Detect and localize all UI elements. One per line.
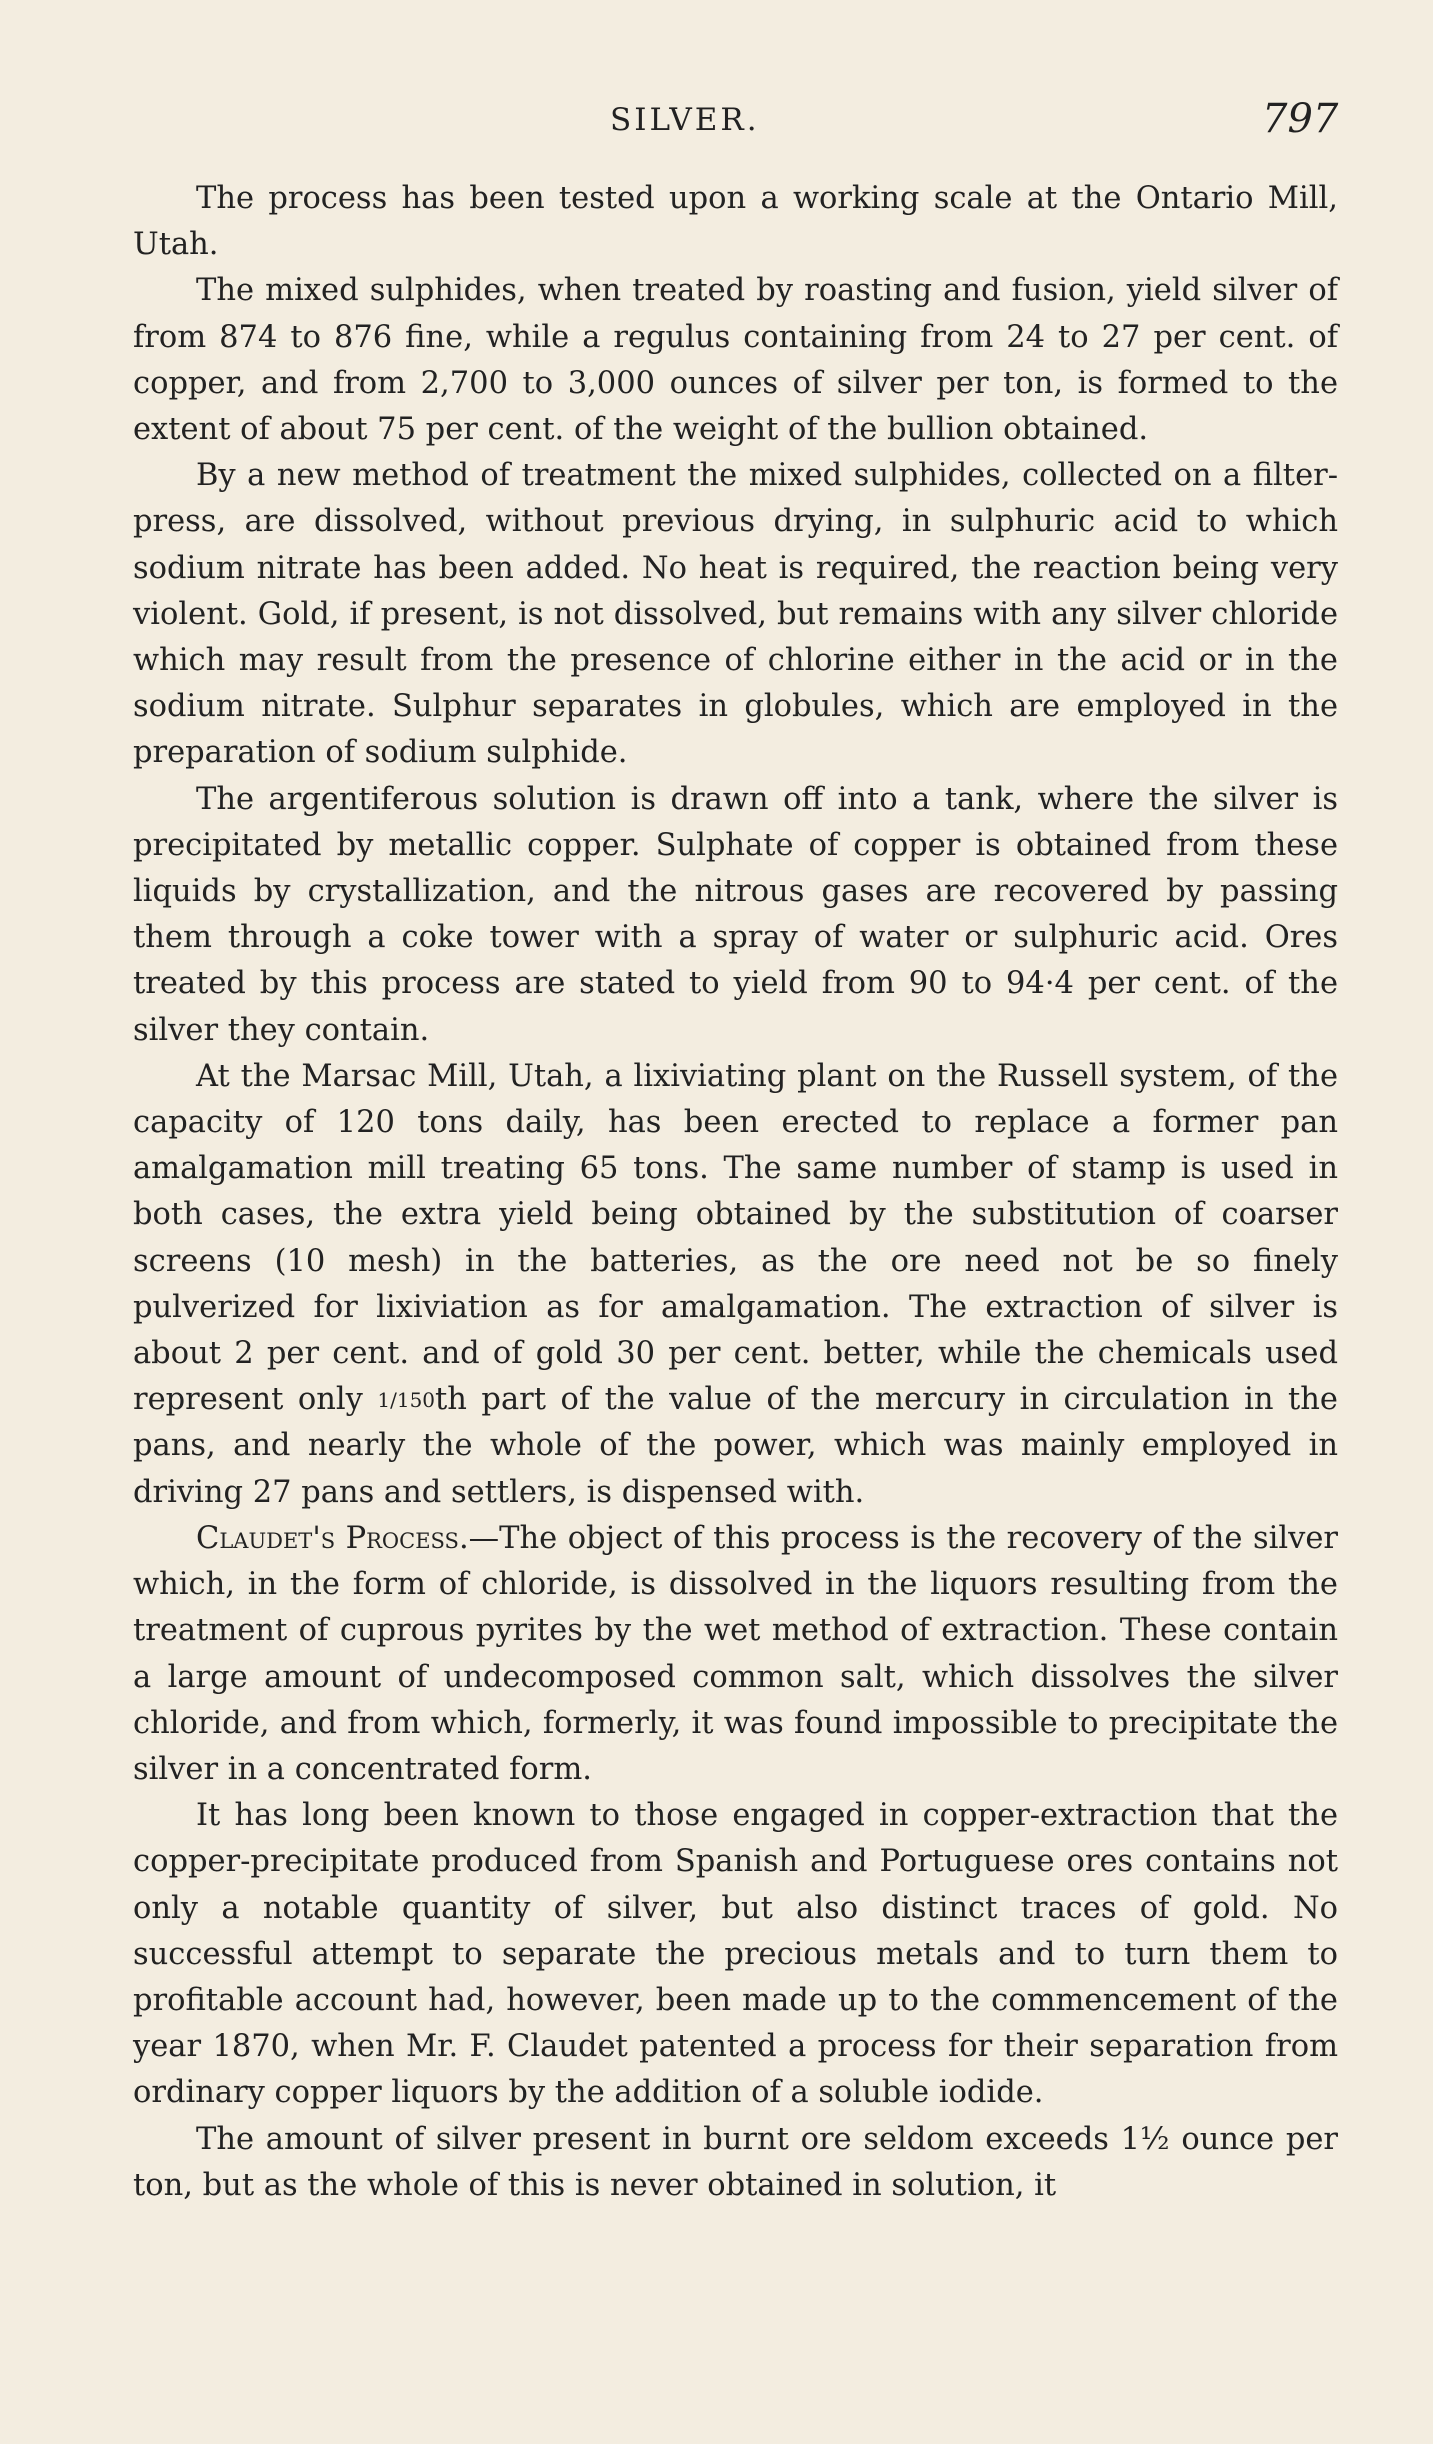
paragraph: It has long been known to those engaged in copper-extraction that the copper-precipitate produced from Spanish and Portuguese ores contains not only a notable quantity of silver, but also distinct traces of gold. No successful attempt to separate the precious metals and to turn them to profitable account had, however, been made up to the commencement of the year 1870, when Mr. F. Claudet patented a process for their separation from ordinary copper liquors by the addition of a soluble iodide. (133, 1798, 1338, 2111)
paragraph-text: At the Marsac Mill, Utah, a lixiviating plant on the Russell system, of the capacity of 120 tons daily, has been erected to replace a former pan amalgamation mill treating 65 tons. The same number of stamp is used in both cases, the extra yield being obtained by the substitution of coarser screens (10 mesh) in the batteries, as the ore need not be so finely pulverized for lixiviation as for amalgamation. The extraction of silver is about 2 per cent. and of gold 30 per cent. better, while the chemicals used represent only (133, 1058, 1338, 1418)
page-header (0, 96, 1433, 156)
paragraph: The argentiferous solution is drawn off into a tank, where the silver is precipitated by metallic copper. Sulphate of copper is obtained from these liquids by crystallization, and the nitrous gases are recovered by passing them through a coke tower with a spray of water or sulphuric acid. Ores treated by this process are stated to yield from 90 to 94·4 per cent. of the silver they contain. (133, 781, 1338, 1048)
section-heading: Claudet's Process. (196, 1520, 469, 1556)
paragraph: The amount of silver present in burnt ore seldom exceeds 1½ ounce per ton, but as the whole of this is never obtained in solution, it (133, 2121, 1338, 2203)
body-text (133, 176, 1338, 2209)
paragraph: The mixed sulphides, when treated by roasting and fusion, yield silver of from 874 to 876 fine, while a regulus containing from 24 to 27 per cent. of copper, and from 2,700 to 3,000 ounces of silver per ton, is formed to the extent of about 75 per cent. of the weight of the bullion obtained. (133, 273, 1338, 448)
paragraph: The process has been tested upon a working scale at the Ontario Mill, Utah. (133, 181, 1338, 263)
running-head: SILVER. (610, 102, 760, 138)
paragraph (133, 1516, 1338, 1793)
paragraph: By a new method of treatment the mixed sulphides, collected on a filter-press, are dissolved, without previous drying, in sulphuric acid to which sodium nitrate has been added. No heat is required, the reaction being very violent. Gold, if present, is not dissolved, but remains with any silver chloride which may result from the presence of chlorine either in the acid or in the sodium nitrate. Sulphur separates in globules, which are employed in the preparation of sodium sulphide. (133, 458, 1338, 771)
page-number: 797 (1262, 96, 1339, 142)
paragraph-text: th part of the value of the mercury in circulation in the pans, and nearly the whole of the power, which was mainly employed in driving 27 pans and settlers, is dispensed with. (133, 1382, 1338, 1510)
paragraph-text: —The object of this process is the recovery of the silver which, in the form of chloride, is dissolved in the liquors resulting from the treatment of cuprous pyrites by the wet method of extraction. These contain a large amount of undecomposed common salt, which dissolves the silver chloride, and from which, formerly, it was found impossible to precipitate the silver in a concentrated form. (133, 1520, 1338, 1787)
paragraph (133, 1054, 1338, 1516)
fraction: 1/150 (377, 1388, 436, 1413)
